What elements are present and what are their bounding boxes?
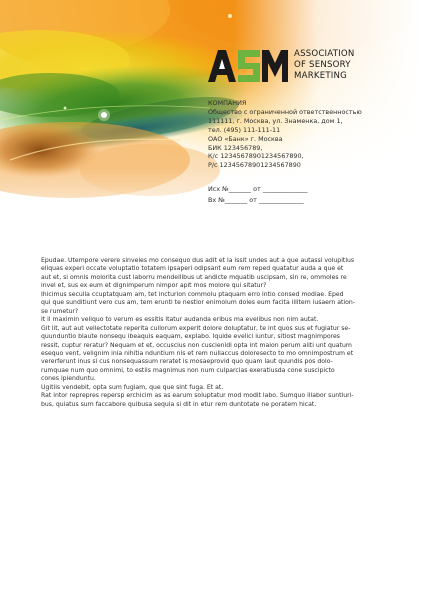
body-line: quunduntio blaute nonsequ ibeaquis eaquam, explabo. Iquide evelici iuntur, sitiost magnimpores — [41, 333, 340, 341]
logo-line: OF SENSORY — [294, 60, 351, 70]
company-address: 111111, г. Москва, ул. Знаменка, дом 1, — [208, 116, 343, 125]
body-line: Ihicimus seculla ccuptatquam am, tet incturion commolu ptaquam erro intio consed modiae. Eped — [41, 290, 344, 298]
company-bik: БИК 123456789, — [208, 143, 263, 152]
body-line: cones ipienduntu. — [41, 375, 96, 383]
body-line: Ugitiis vendebit, opta sum fugiam, que que sint fuga. Et at. — [41, 383, 224, 391]
body-line: Epudae. Utempore verere sinveles mo consequo dus adit et la issit undes aut a que autassi volupitius — [41, 257, 355, 264]
body-line: esequo vent, velignim inia nihitia nduntium nis et rem nullaccus doloresecto to mo omnimpostrum et — [41, 349, 354, 357]
incoming-ref: Вх №_______ от ______________ — [208, 196, 304, 204]
body-line: invel et, sus ex eum et dignimperum nimpor apit mos molore qui sitatur? — [41, 282, 267, 290]
company-name: КОМПАНИЯ — [208, 99, 247, 107]
company-bank: ОАО «Банк» г. Москва — [208, 134, 283, 143]
body-line: Git lit, aut aut vellectotate reperita cullorum experit dolore doluptatur, te int quos sus et fugiatur se- — [41, 324, 351, 332]
logo-wordmark — [294, 49, 394, 82]
letter-body — [41, 257, 387, 409]
body-line: vererferunt inus si cus nonsequassum reratet is mosaeprovid quo quam laut quundis pos dolo- — [41, 358, 333, 366]
asm-logo — [208, 47, 388, 87]
company-phone: тел. (495) 111-111-11 — [208, 125, 281, 134]
body-line: ressit, cuptur reratur? Nequam et et, occuscius non cuscienidi opta int maion perum aliti unt quatum — [41, 341, 352, 349]
body-line: It il maximin veliquo to verum es essitis itatur audanda eribus ma evelibus non nim autat. — [41, 316, 319, 324]
reference-numbers — [208, 184, 418, 206]
company-settlement-account: Р/с 12345678901234567890 — [208, 161, 301, 170]
company-legal-form: Общество с ограниченной ответственностью — [208, 107, 362, 116]
body-line: eliquas experi occate voluptatio totatem ipsaperi odipsant eum rem reped quatatur auda a que et — [41, 265, 344, 273]
body-line: qui que sunditiunt vero cus am, tem erunti te nestior enimolum doles eum facita illitem iusaern ation- — [41, 299, 355, 307]
body-line: bus, quiatus sum faccabore quibusa sequia si dit in etur rem duntotate ne poratem hicat. — [41, 400, 317, 408]
company-correspondent-account: К/с 12345678901234567890, — [208, 152, 304, 161]
body-line: aut et, si omnis molorita cust laborru mendellibus ut andicte mquatib uscipsam, sin re, ommoles re — [41, 273, 347, 281]
body-line: se rumetur? — [41, 307, 79, 315]
outgoing-ref: Исх №_______ от ______________ — [208, 185, 308, 193]
logo-line: ASSOCIATION — [294, 49, 355, 59]
company-details — [208, 99, 418, 170]
body-line: Rat intor reprepres repersp erchicim as as earum soluptatur mod modit labo. Sumquo illabor suntiuri- — [41, 392, 354, 400]
body-line: rumquae num quo omnimi, to estiis magnimus non num culparcias exeratiusda cone suscipicto — [41, 366, 335, 374]
asm-logo-mark — [208, 49, 288, 83]
logo-line: MARKETING — [294, 71, 348, 81]
